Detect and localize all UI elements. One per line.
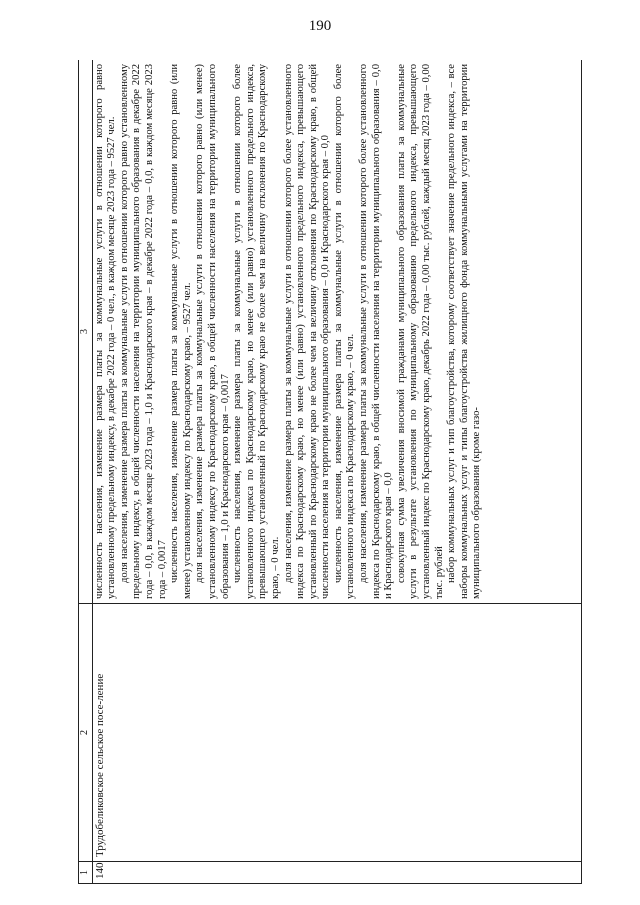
page-number: 190 bbox=[308, 18, 332, 34]
paragraph: доля населения, изменение размера платы за коммунальные услуги в отношении которого более установленного индекса по Краснодарскому краю, в общей численности населения на территории муниципального образования – 0,0 и Краснодарского края – 0,0 bbox=[358, 64, 395, 599]
tariff-table bbox=[78, 60, 582, 884]
row-number: 140 bbox=[92, 862, 581, 884]
paragraph: численность населения, изменение размера платы за коммунальные услуги в отношении которого равно (или менее) установленному индексу по Краснодарскому краю, – 9527 чел. bbox=[169, 64, 193, 599]
table-row bbox=[92, 60, 581, 884]
paragraph: доля населения, изменение размера платы за коммунальные услуги в отношении которого более установленного индекса по Краснодарскому краю, но менее (или равно) установленного предельного индекса, превышающего установленный по Краснодарскому краю не более чем на величину отклонения по Краснодарскому краю, в общей численности населения на территории муниципального образования – 0,0 и Краснодарского края – 0,0 bbox=[282, 64, 332, 599]
header-col-2: 2 bbox=[79, 604, 93, 862]
table-header-row bbox=[79, 60, 93, 884]
header-col-1: 1 bbox=[79, 862, 93, 884]
paragraph: доля населения, изменение размера платы за коммунальные услуги в отношении которого равно (или менее) установленному индексу по Краснодарскому краю, в общей численности населения на территории муниципального образования – 1,0 и Краснодарского края – 0,0017 bbox=[194, 64, 231, 599]
indicators-cell bbox=[92, 60, 581, 604]
paragraph: численность населения, изменение размера платы за коммунальные услуги в отношении которого более установленного индекса по Краснодарскому краю, но менее (или равно) установленного предельного индекса, превышающего установленный по Краснодарскому краю не более чем на величину отклонения по Краснодарскому краю, – 0 чел. bbox=[232, 64, 281, 599]
paragraph: численность населения, изменение размера платы за коммунальные услуги в отношении которого более установленного индекса по Краснодарскому краю, – 0 чел. bbox=[332, 64, 357, 599]
paragraph: доля населения, изменение размера платы за коммунальные услуги в отношении которого равно установленному предельному индексу, в общей численности населения на территории муниципального образования в декабре 2022 года – 0,0, в каждом месяце 2023 года – 1,0 и Краснодарского края – в декабре 2022 года – 0,0, в каждом месяце 2023 года – 0,0017 bbox=[118, 64, 168, 599]
paragraph: совокупная сумма увеличения вносимой гражданами муниципального образования платы за коммунальные услуги в результате установления по муниципальному образованию предельного индекса, превышающего установленный индекс по Краснодарскому краю, декабрь 2022 года – 0,00 тыс. рублей, каждый месяц 2023 года – 0,00 тыс. рублей bbox=[395, 64, 445, 599]
rotated-table-wrapper bbox=[78, 60, 582, 884]
paragraph: набор коммунальных услуг и тип благоустройства, которому соответствует значение предельного индекса, – все наборы коммунальных услуг и типы благоустройства жилищного фонда коммунальными услугами на территории муниципального образования (кроме газо- bbox=[446, 64, 483, 599]
paragraph: численность населения, изменение размера платы за коммунальные услуги в отношении которого равно установленному предельному индексу, в декабре 2022 года – 0 чел., в каждом месяце 2023 года – 9527 чел. bbox=[93, 64, 118, 599]
rotated-table-area bbox=[78, 60, 582, 884]
municipality-name: Трудобеликовское сельское посе-ление bbox=[92, 604, 581, 862]
header-col-3: 3 bbox=[79, 60, 93, 604]
